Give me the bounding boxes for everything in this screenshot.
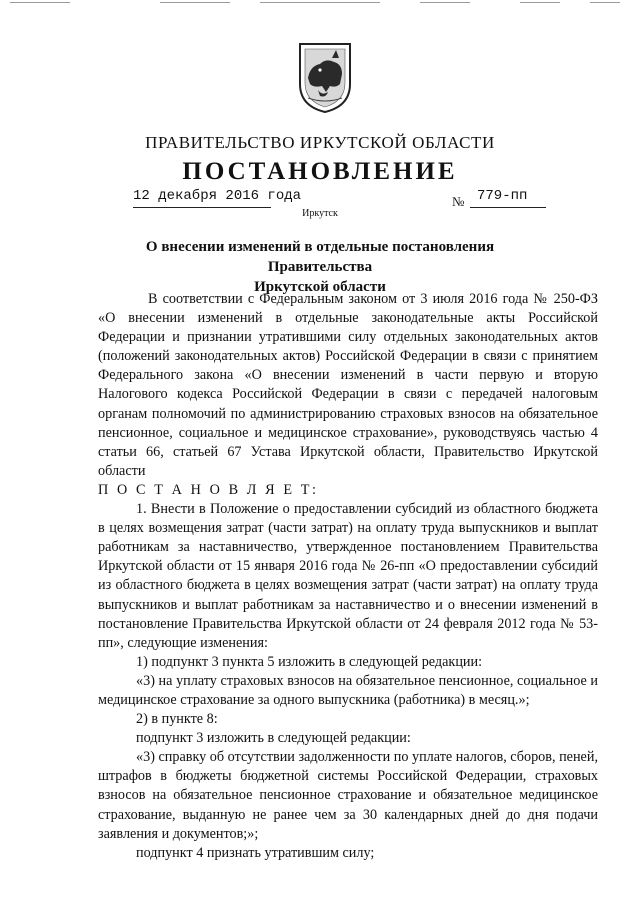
scan-artifact [160, 2, 230, 3]
subitem-2: 2) в пункте 8: [136, 711, 218, 728]
document-number: 779-пп [477, 188, 528, 204]
coat-of-arms-icon [296, 40, 354, 114]
document-type: ПОСТАНОВЛЕНИЕ [182, 158, 458, 185]
number-sign: № [452, 194, 465, 209]
title-line-1: О внесении изменений в отдельные постановления Правительства [145, 239, 495, 275]
scan-artifact [10, 2, 70, 3]
quote-2: «3) справку об отсутствии задолженности по уплате налогов, сборов, пеней, штрафов в бюджеты бюджетной системы Российской Федерации, страховых взносов на обязательное пенсионное страхование и обязательное медицинское страхование, выданную не ранее чем за 30 календарных дней до дня подачи заявления и документов;»; [98, 749, 598, 842]
quote-1: «3) на уплату страховых взносов на обязательное пенсионное, социальное и медицинское страхование за одного выпускника (работника) в месяц.»; [98, 672, 598, 708]
decree-heading: П О С Т А Н О В Л Я Е Т: [98, 481, 319, 498]
item-1-paragraph: 1. Внести в Положение о предоставлении субсидий из областного бюджета в целях возмещения затрат (части затрат) на оплату труда выпускников и выплат работникам за наставничество, утвержденное постановлением Правительства Иркутской области от 15 января 2016 года № 26-пп «О предоставлении субсидий из областного бюджета в целях возмещения затрат (части затрат) на оплату труда выпускников и выплат работникам за наставничество и о внесении изменений в постановление Правительства Иркутской области от 24 февраля 2012 года № 53-пп», следующие изменения: [98, 501, 598, 651]
document-date: 12 декабря 2016 года [133, 188, 302, 204]
scan-artifact [590, 2, 620, 3]
scan-artifact [420, 2, 470, 3]
subitem-1: 1) подпункт 3 пункта 5 изложить в следующей редакции: [136, 653, 483, 670]
title-line-2: Иркутской области [254, 279, 386, 295]
document-body [98, 290, 598, 863]
subitem-2a: подпункт 3 изложить в следующей редакции: [136, 730, 411, 747]
preamble-paragraph: В соответствии с Федеральным законом от 3 июля 2016 года № 250-ФЗ «О внесении изменений в отдельные законодательные акты Российской Федерации и признании утратившими силу отдельных законодательных актов (положений законодательных актов) Российской Федерации в связи с принятием Федерального закона «О внесении изменений в части первую и вторую Налогового кодекса Российской Федерации в связи с передачей налоговым органам полномочий по администрированию страховых взносов на обязательное пенсионное, социальное и медицинское страхование», руководствуясь частью 4 статьи 66, статьей 67 Устава Иркутской области, Правительство Иркутской области [98, 291, 598, 479]
document-title [100, 237, 540, 297]
government-name: ПРАВИТЕЛЬСТВО ИРКУТСКОЙ ОБЛАСТИ [145, 133, 495, 152]
city-name: Иркутск [302, 208, 338, 219]
scan-artifact [260, 2, 380, 3]
scan-artifact [520, 2, 560, 3]
subitem-2b: подпункт 4 признать утратившим силу; [136, 844, 375, 861]
